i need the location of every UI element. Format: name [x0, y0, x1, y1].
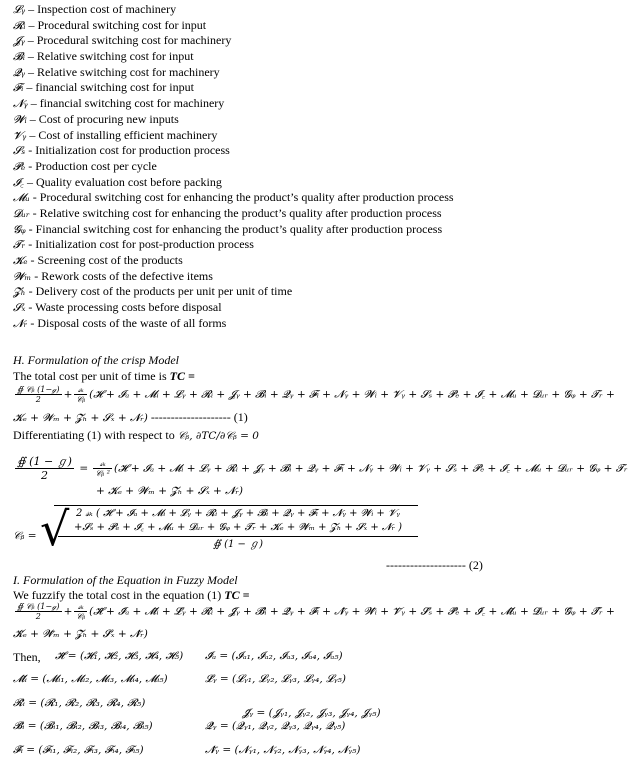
eq1-frac1-num: ∯ 𝒞ᵦ (1−ℊ) [17, 385, 60, 394]
notation-symbol: 𝓓ᵤᵣ [13, 206, 30, 220]
notation-description: - Delivery cost of the products per unit per unit of time [25, 284, 293, 299]
notation-item [13, 143, 623, 159]
eq2-lhs-den: 2 [40, 469, 48, 482]
fuzzy-equation-line-2 [13, 628, 148, 641]
equation-2-line-1 [13, 455, 628, 482]
notation-item [13, 175, 623, 191]
notation-description: – Procedural switching cost for machinery [24, 33, 232, 48]
notation-description: – Procedural switching cost for input [25, 17, 207, 32]
total-cost-intro [13, 369, 195, 384]
notation-symbol: 𝓦ᵢ [13, 112, 27, 126]
notation-item [13, 300, 623, 316]
notation-symbol: 𝓦ₘ [13, 269, 32, 283]
eq2-terms-1: (𝓗 + 𝓘ₐ + 𝓜ᵢ + 𝓛ᵧ + 𝓡ᵢ + 𝓙ᵧ + 𝓑ᵢ + 𝓠ᵧ + 𝓕ᵢ + 𝓝ᵧ + 𝓦ᵢ + 𝓥ᵧ + 𝓢ₛ + 𝓟ₑ + 𝓘꜀ + 𝓜ᵤ + 𝓓ᵤᵣ + 𝓖ᵩ + 𝓣ᵣ [113, 462, 628, 475]
notation-symbol: 𝓝ᵧ [13, 97, 28, 111]
notation-symbol: 𝓡ᵢ [13, 18, 26, 32]
notation-item [13, 112, 623, 128]
eq1-frac2-den: 𝒞ᵦ [76, 395, 86, 404]
sqrt-radical-icon: √ [40, 502, 70, 556]
notation-description: – Cost of installing efficient machinery [26, 127, 218, 142]
fuzzy-number-right: 𝓙̃ᵧ = (𝓙ᵧ₁, 𝓙ᵧ₂, 𝓙ᵧ₃, 𝓙ᵧ₄, 𝓙ᵧ₅) [242, 707, 381, 719]
notation-item [13, 49, 623, 65]
section-h-heading: H. Formulation of the crisp Model [13, 353, 179, 367]
notation-symbol: 𝓙ᵧ [13, 34, 25, 48]
eq2-rhs-den: 𝒞ᵦ ² [95, 469, 110, 478]
notation-item [13, 159, 623, 175]
differentiating-line [13, 428, 259, 443]
notation-symbol: 𝓢ₓ [13, 301, 26, 315]
f-frac1-den: 2 [35, 612, 41, 621]
notation-symbol: 𝓚ₑ [13, 254, 28, 267]
notation-symbol: 𝓩ₕ [13, 285, 26, 299]
notation-symbol: 𝓖ᵩ [13, 222, 26, 236]
fuzzy-number-left: 𝓑̃ᵢ = (𝓑ᵢ₁, 𝓑ᵢ₂, 𝓑ᵢ₃, 𝓑ᵢ₄, 𝓑ᵢ₅) [13, 720, 153, 732]
f-fraction-2 [74, 602, 87, 621]
sqrt-fraction-bar [58, 536, 418, 537]
eq1-terms-2: 𝓚ₑ + 𝓦ₘ + 𝓩ₕ + 𝓢ₓ + 𝓝ᵣ) [13, 412, 148, 424]
sqrt-expression [40, 502, 420, 557]
notation-item [13, 222, 623, 238]
eq1-tag: -------------------- (1) [147, 410, 248, 424]
f-frac2-num: 𝓈ₖ [74, 602, 87, 612]
eq2-equals: = [79, 462, 89, 475]
eq2-lhs-fraction [15, 455, 74, 482]
eq1-terms-1: (𝓗 + 𝓘ₐ + 𝓜ᵢ + 𝓛ᵧ + 𝓡ᵢ + 𝓙ᵧ + 𝓑ᵢ + 𝓠ᵧ + 𝓕ᵢ + 𝓝ᵧ + 𝓦ᵢ + 𝓥ᵧ + 𝓢ₛ + 𝓟ₑ + 𝓘꜀ + 𝓜ᵤ + 𝓓ᵤᵣ + 𝓖ᵩ + 𝓣ᵣ + [89, 388, 615, 401]
eq2-terms-2: + 𝓚ₑ + 𝓦ₘ + 𝓩ₕ + 𝓢ₓ + 𝓝ᵣ) [96, 485, 243, 497]
notation-item [13, 18, 623, 34]
notation-description: - Initialization cost for production process [25, 143, 230, 158]
notation-symbol: 𝓣ᵣ [13, 238, 26, 252]
fuzzy-number-right: 𝓛̃ᵧ = (𝓛ᵧ₁, 𝓛ᵧ₂, 𝓛ᵧ₃, 𝓛ᵧ₄, 𝓛ᵧ₅) [205, 673, 346, 685]
diff-expr: 𝒞ᵦ, ∂TC/∂𝒞ᵦ = 0 [177, 430, 259, 442]
fuzzy-number-right: 𝓠̃ᵧ = (𝓠ᵧ₁, 𝓠ᵧ₂, 𝓠ᵧ₃, 𝓠ᵧ₄, 𝓠ᵧ₅) [205, 720, 346, 732]
fuzzify-intro [13, 588, 249, 603]
sqrt-den: ∯ (1 − ℊ) [213, 539, 263, 550]
diff-text: Differentiating (1) with respect to [13, 428, 178, 442]
f-terms-1: (𝓗̃ + 𝓘̃ₐ + 𝓜̃ᵢ + 𝓛̃ᵧ + 𝓡̃ᵢ + 𝓙̃ᵧ + 𝓑̃ᵢ + 𝓠̃ᵧ + 𝓕̃ᵢ + 𝓝̃ᵧ + 𝓦̃ᵢ + 𝓥̃ᵧ + 𝓢̃ₛ + 𝓟̃ₑ + 𝓘̃꜀ + 𝓜̃ᵤ + 𝓓̃ᵤᵣ + 𝓖̃ᵩ + 𝓣̃ᵣ + [89, 605, 615, 618]
notation-description: – Relative switching cost for machinery [25, 64, 220, 79]
notation-symbol: 𝓠ᵧ [13, 65, 26, 79]
notation-description: - Procedural switching cost for enhancing the product’s quality after production process [29, 190, 454, 205]
notation-item [13, 190, 623, 206]
notation-description: - Financial switching cost for enhancing the product’s quality after production process [25, 221, 443, 236]
notation-list [13, 2, 623, 331]
notation-symbol: 𝓜ᵤ [13, 191, 30, 205]
equation-2-line-2 [96, 485, 243, 498]
notation-item [13, 2, 623, 18]
fuzzy-number-left: 𝓕̃ᵢ = (𝓕ᵢ₁, 𝓕ᵢ₂, 𝓕ᵢ₃, 𝓕ᵢ₄, 𝓕ᵢ₅) [13, 744, 144, 756]
notation-description: – financial switching cost for machinery [27, 96, 225, 111]
notation-description: – Inspection cost of machinery [25, 2, 177, 16]
notation-description: - Relative switching cost for enhancing the product’s quality after production process [29, 205, 442, 220]
notation-item [13, 65, 623, 81]
notation-item [13, 206, 623, 222]
notation-description: - Rework costs of the defective items [31, 268, 213, 283]
then-label: Then, [13, 650, 41, 664]
cb-lhs: 𝒞ᵦ = [13, 530, 37, 542]
notation-symbol: 𝓘꜀ [13, 175, 24, 189]
notation-item [13, 128, 623, 144]
section-i-heading: I. Formulation of the Equation in Fuzzy Model [13, 573, 238, 587]
eq2-rhs-fraction [93, 459, 112, 478]
eq1-frac2-num: 𝓈ₖ [74, 385, 87, 395]
notation-item [13, 80, 623, 96]
fuzzy-number-left: 𝓜̃ᵢ = (𝓜ᵢ₁, 𝓜ᵢ₂, 𝓜ᵢ₃, 𝓜ᵢ₄, 𝓜ᵢ₅) [13, 673, 168, 685]
notation-item [13, 237, 623, 253]
notation-symbol: 𝓕ᵢ [13, 81, 24, 95]
notation-description: - Waste processing costs before disposal [25, 300, 222, 315]
sqrt-num-row-1: 2 𝓈ₖ ( 𝓗 + 𝓘ₐ + 𝓜ᵢ + 𝓛ᵧ + 𝓡ᵢ + 𝓙ᵧ + 𝓑ᵢ + 𝓠ᵧ + 𝓕ᵢ + 𝓝ᵧ + 𝓦ᵢ + 𝓥ᵧ [75, 508, 401, 519]
fuzzify-text: We fuzzify the total cost in the equation (1) [13, 588, 225, 602]
fuzzy-equation-line-1: $\frac{\text{∯ 𝒞ᵦ (1−ℊ)}}{2}$ + $\frac{\text{𝓈ₖ}}{\text{𝒞ᵦ}}$ (𝓗̃ + 𝓘̃ₐ + 𝓜̃ᵢ + 𝓛̃ᵧ + 𝓡̃ᵢ + 𝓙̃ᵧ + 𝓑̃ᵢ + 𝓠̃ᵧ + 𝓕̃ᵢ + 𝓝̃ᵧ + 𝓦̃ᵢ + 𝓥̃ᵧ + 𝓢̃ₛ + 𝓟̃ₑ + 𝓘̃꜀ + 𝓜̃ᵤ + 𝓓̃ᵤᵣ + 𝓖̃ᵩ + 𝓣̃ᵣ + [17, 602, 615, 621]
fuzzy-number-right: 𝓘̃ₐ = (𝓘ₐ₁, 𝓘ₐ₂, 𝓘ₐ₃, 𝓘ₐ₄, 𝓘ₐ₅) [205, 650, 343, 662]
eq2-tag: -------------------- (2) [386, 558, 483, 572]
notation-description: - Production cost per cycle [25, 158, 157, 173]
notation-item [13, 96, 623, 112]
eq2-rhs-num: 𝓈ₖ [93, 459, 112, 469]
fuzzy-number-left: 𝓗̃ = (𝓗₁, 𝓗₂, 𝓗₃, 𝓗₄, 𝓗₅) [55, 650, 184, 662]
sqrt-num-row-2: +𝓢ₛ + 𝓟ₑ + 𝓘꜀ + 𝓜ᵤ + 𝓓ᵤᵣ + 𝓖ᵩ + 𝓣ᵣ + 𝓚ₑ + 𝓦ₘ + 𝓩ₕ + 𝓢ₓ + 𝓝ᵣ ) [73, 522, 403, 533]
notation-description: – Quality evaluation cost before packing [23, 174, 222, 189]
notation-item [13, 316, 623, 332]
notation-item [13, 33, 623, 49]
notation-description: - Screening cost of the products [27, 253, 183, 267]
equation-1-line-1: $\frac{\text{∯ 𝒞ᵦ (1−ℊ)}}{2}$ + $\frac{\text{𝓈ₖ}}{\text{𝒞ᵦ}}$ (𝓗 + 𝓘ₐ + 𝓜ᵢ + 𝓛ᵧ + 𝓡ᵢ + 𝓙ᵧ + 𝓑ᵢ + 𝓠ᵧ + 𝓕ᵢ + 𝓝ᵧ + 𝓦ᵢ + 𝓥ᵧ + 𝓢ₛ + 𝓟ₑ + 𝓘꜀ + 𝓜ᵤ + 𝓓ᵤᵣ + 𝓖ᵩ + 𝓣ᵣ + [17, 385, 615, 404]
notation-symbol: 𝓑ᵢ [13, 50, 25, 64]
f-terms-2: 𝓚̃ₑ + 𝓦̃ₘ + 𝓩̃ₕ + 𝓢̃ₓ + 𝓝̃ᵣ) [13, 628, 148, 640]
f-frac1-num: ∯ 𝒞ᵦ (1−ℊ) [17, 602, 60, 611]
fuzzy-number-right: 𝓝̃ᵧ = (𝓝ᵧ₁, 𝓝ᵧ₂, 𝓝ᵧ₃, 𝓝ᵧ₄, 𝓝ᵧ₅) [205, 744, 361, 756]
sqrt-fraction [58, 507, 418, 552]
eq1-fraction-1 [15, 385, 62, 404]
tc-symbol: TC = [169, 369, 195, 383]
f-frac2-den: 𝒞ᵦ [76, 612, 86, 621]
sqrt-overbar [54, 505, 418, 506]
notation-item [13, 253, 623, 269]
notation-description: - Initialization cost for post-production process [25, 237, 254, 252]
notation-item [13, 284, 623, 300]
notation-item [13, 269, 623, 285]
f-fraction-1 [15, 602, 62, 621]
notation-symbol: 𝓟ₑ [13, 159, 26, 173]
eq1-frac1-den: 2 [35, 395, 41, 404]
eq1-fraction-2 [74, 385, 87, 404]
notation-symbol: 𝓛ᵧ [13, 3, 26, 16]
notation-description: – Relative switching cost for input [24, 49, 194, 64]
intro-text: The total cost per unit of time is [13, 369, 170, 383]
notation-symbol: 𝓥ᵧ [13, 128, 27, 142]
notation-symbol: 𝓝ᵣ [13, 316, 28, 330]
notation-symbol: 𝓢ₛ [13, 144, 26, 158]
notation-description: - Disposal costs of the waste of all forms [27, 315, 227, 330]
notation-description: – Cost of procuring new inputs [26, 111, 179, 126]
eq2-lhs-num: ∯ (1 − ℊ) [17, 455, 72, 468]
notation-description: – financial switching cost for input [23, 80, 194, 95]
fuzzy-tc-symbol: TC = [224, 588, 250, 602]
fuzzy-number-left: 𝓡̃ᵢ = (𝓡₁, 𝓡₂, 𝓡₃, 𝓡₄, 𝓡₅) [13, 697, 146, 709]
equation-1-line-2 [13, 410, 248, 425]
